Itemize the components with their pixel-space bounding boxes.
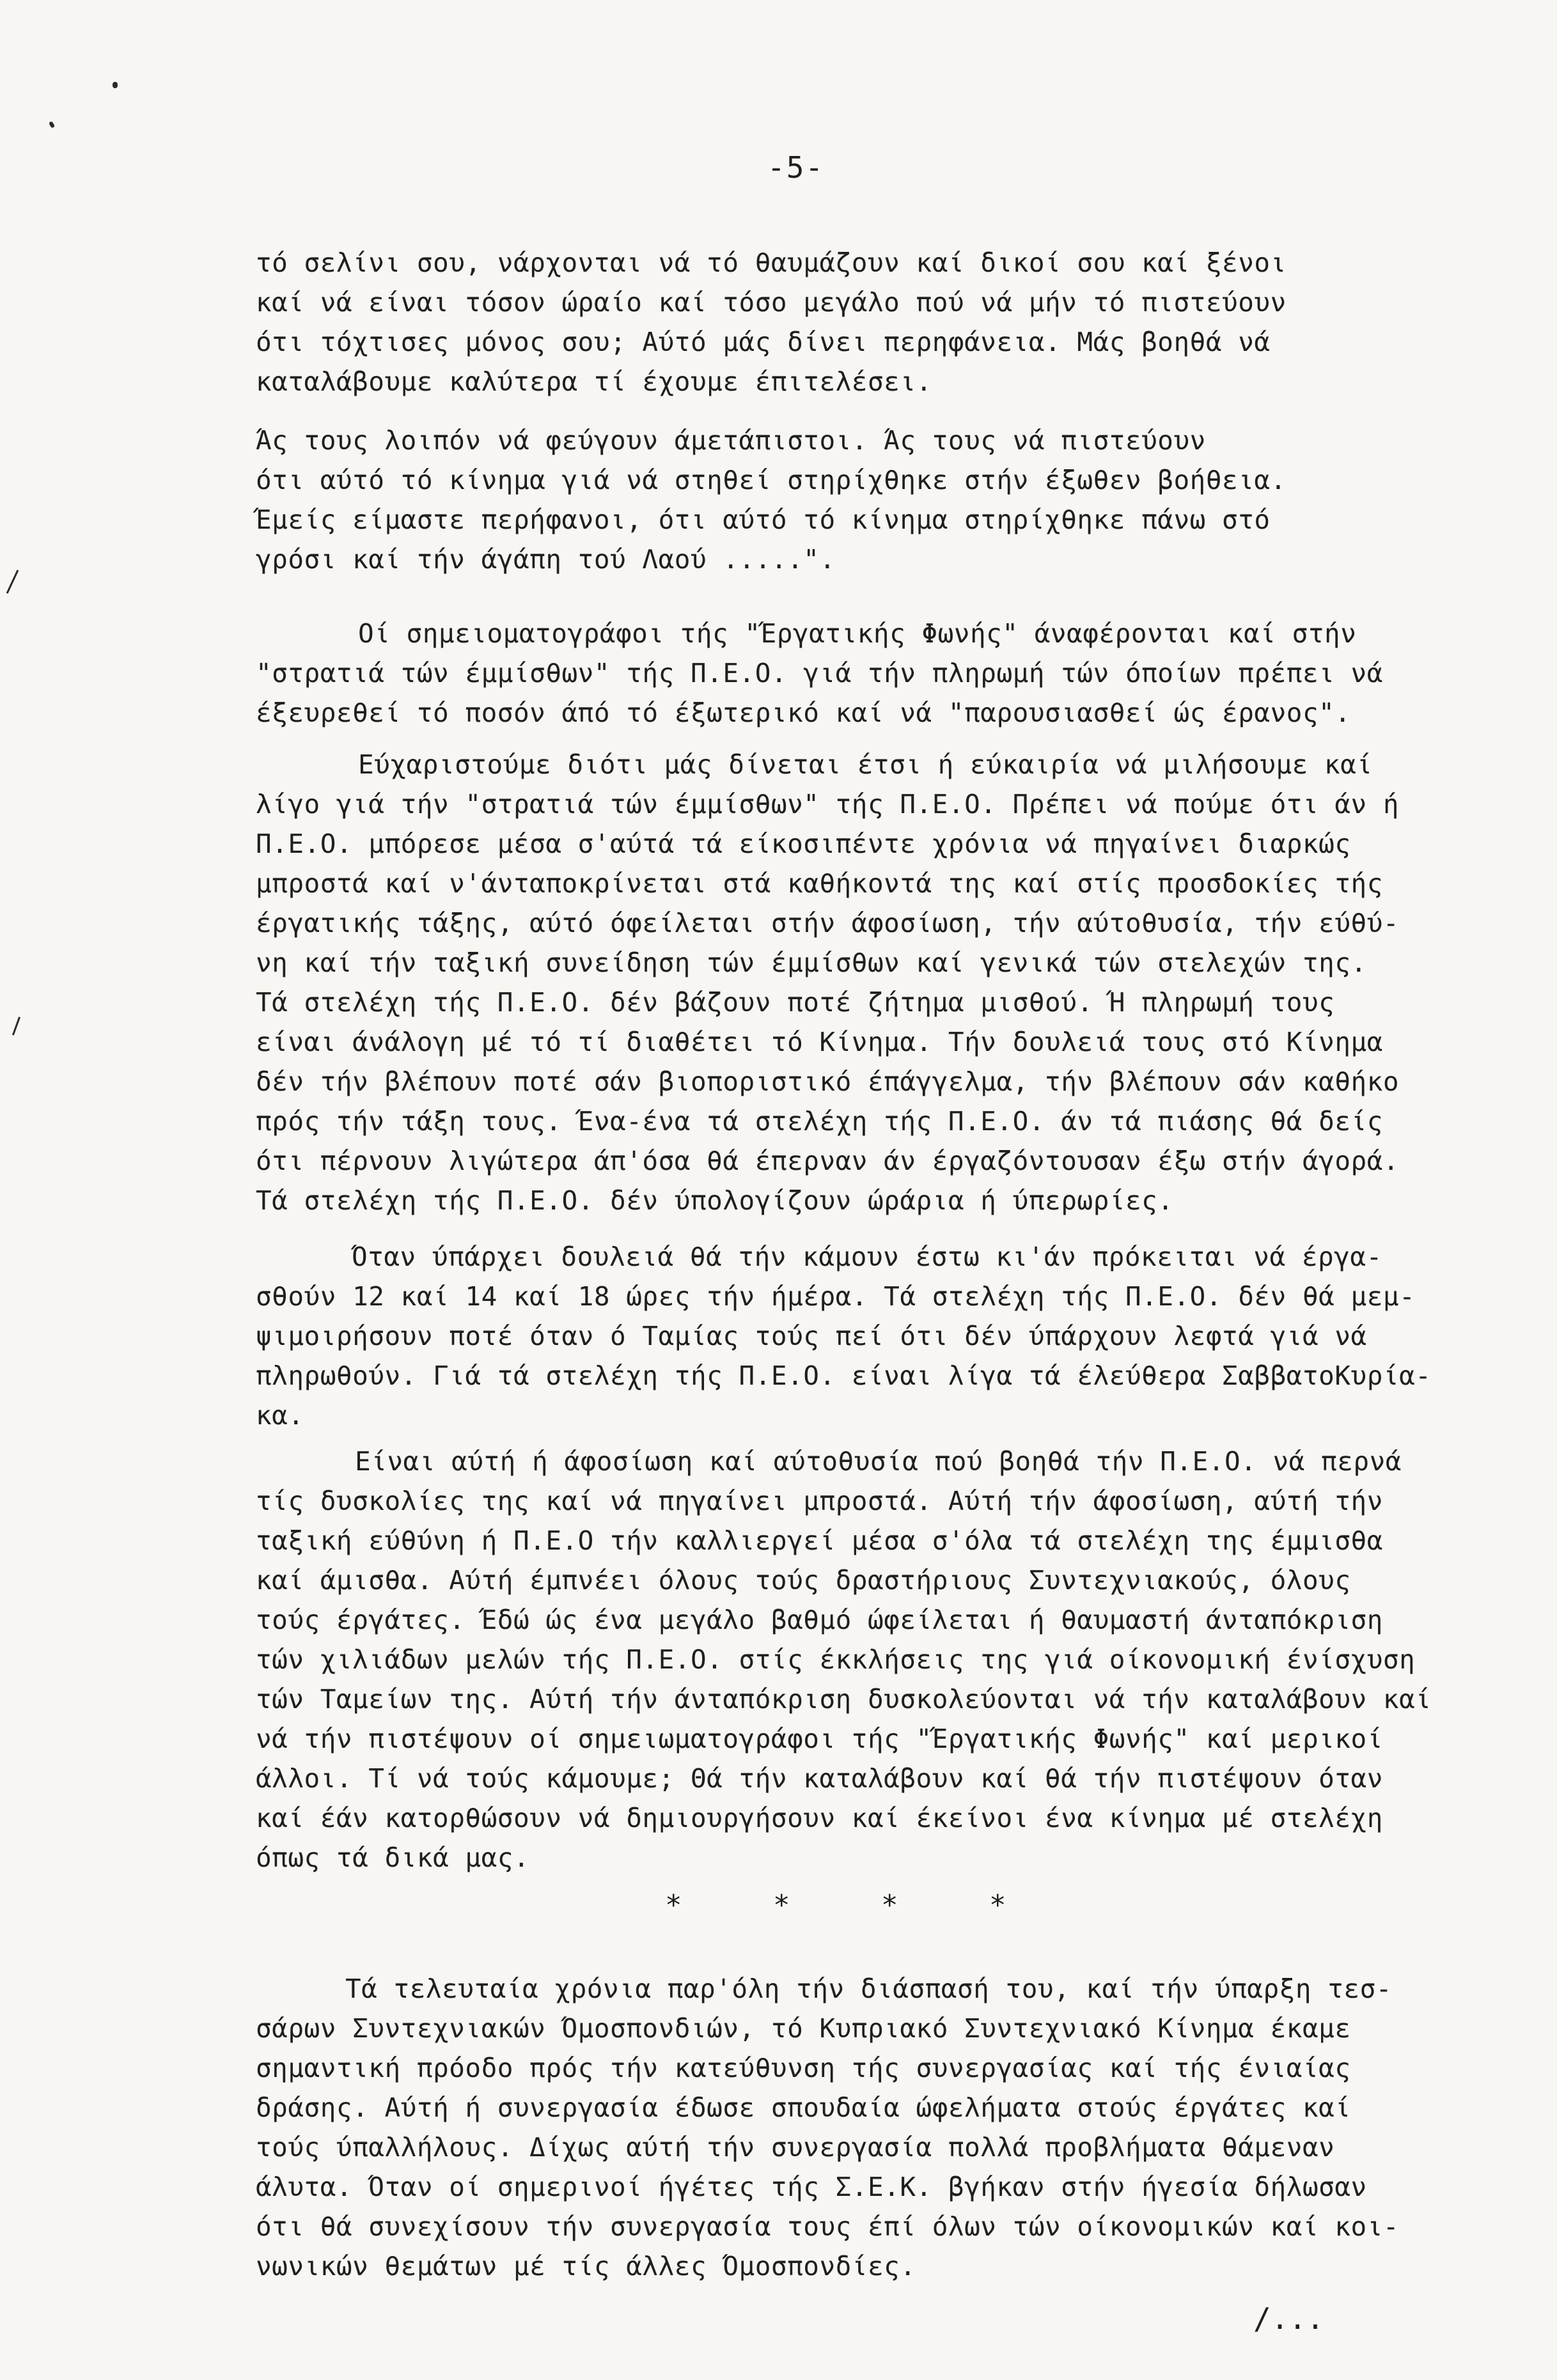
- text-line: ότι τόχτισες μόνος σου; Αύτό μάς δίνει περηφάνεια. Μάς βοηθά νά: [256, 327, 1271, 357]
- text-line: καί νά είναι τόσον ώραίο καί τόσο μεγάλο πού νά μήν τό πιστεύουν: [256, 287, 1287, 318]
- text-line: τών Ταμείων της. Αύτή τήν άνταπόκριση δυσκολεύονται νά τήν καταλάβουν καί: [256, 1684, 1432, 1715]
- text-line: "στρατιά τών έμμίσθων" τής Π.Ε.Ο. γιά τήν πληρωμή τών όποίων πρέπει νά: [256, 658, 1383, 688]
- text-line: καί έάν κατορθώσουν νά δημιουργήσουν καί έκείνοι ένα κίνημα μέ στελέχη: [256, 1803, 1383, 1833]
- text-line: Εύχαριστούμε διότι μάς δίνεται έτσι ή εύκαιρία νά μιλήσουμε καί: [358, 749, 1373, 780]
- ink-stroke: [12, 1016, 20, 1035]
- text-line: τούς έργάτες. Έδώ ώς ένα μεγάλο βαθμό ώφείλεται ή θαυμαστή άνταπόκριση: [256, 1605, 1383, 1635]
- paragraph-4: [256, 1237, 1464, 1435]
- section-separator: * * * *: [665, 1889, 1044, 1922]
- text-line: καί άμισθα. Αύτή έμπνέει όλους τούς δραστήριους Συντεχνιακούς, όλους: [256, 1565, 1351, 1596]
- text-line: Έμείς είμαστε περήφανοι, ότι αύτό τό κίνημα στηρίχθηκε πάνω στό: [256, 504, 1271, 535]
- text-line: κα.: [256, 1400, 304, 1431]
- text-line: τό σελίνι σου, νάρχονται νά τό θαυμάζουν καί δικοί σου καί ξένοι: [256, 247, 1287, 278]
- text-line: πρός τήν τάξη τους. Ένα-ένα τά στελέχη τής Π.Ε.Ο. άν τά πιάσης θά δείς: [256, 1106, 1383, 1137]
- text-line: ότι πέρνουν λιγώτερα άπ'όσα θά έπερναν άν έργαζόντουσαν έξω στήν άγορά.: [256, 1146, 1400, 1176]
- text-line: δράσης. Αύτή ή συνεργασία έδωσε σπουδαία ώφελήματα στούς έργάτες καί: [256, 2092, 1351, 2123]
- text-line: Είναι αύτή ή άφοσίωση καί αύτοθυσία πού βοηθά τήν Π.Ε.Ο. νά περνά: [355, 1446, 1402, 1477]
- text-line: έργατικής τάξης, αύτό όφείλεται στήν άφοσίωση, τήν αύτοθυσία, τήν εύθύ-: [256, 908, 1400, 938]
- text-line: νά τήν πιστέψουν οί σημειωματογράφοι τής "Έργατικής Φωνής" καί μερικοί: [256, 1723, 1383, 1754]
- text-line: δέν τήν βλέπουν ποτέ σάν βιοποριστικό έπάγγελμα, τήν βλέπουν σάν καθήκο: [256, 1066, 1400, 1097]
- text-line: όπως τά δικά μας.: [256, 1842, 530, 1873]
- ink-stroke: [6, 570, 19, 594]
- text-line: νη καί τήν ταξική συνείδηση τών έμμίσθων καί γενικά τών στελεχών της.: [256, 947, 1367, 978]
- text-line: σημαντική πρόοδο πρός τήν κατεύθυνση τής συνεργασίας καί τής ένιαίας: [256, 2053, 1351, 2083]
- text-line: άλυτα. Όταν οί σημερινοί ήγέτες τής Σ.Ε.Κ. βγήκαν στήν ήγεσία δήλωσαν: [256, 2172, 1367, 2202]
- text-line: Όταν ύπάρχει δουλειά θά τήν κάμουν έστω κι'άν πρόκειται νά έργα-: [352, 1241, 1382, 1272]
- text-line: είναι άνάλογη μέ τό τί διαθέτει τό Κίνημα. Τήν δουλειά τους στό Κίνημα: [256, 1027, 1383, 1057]
- text-line: λίγο γιά τήν "στρατιά τών έμμίσθων" τής Π.Ε.Ο. Πρέπει νά πούμε ότι άν ή: [256, 789, 1400, 820]
- text-line: Π.Ε.Ο. μπόρεσε μέσα σ'αύτά τά είκοσιπέντε χρόνια νά πηγαίνει διαρκώς: [256, 828, 1351, 859]
- text-line: Τά στελέχη τής Π.Ε.Ο. δέν βάζουν ποτέ ζήτημα μισθού. Ή πληρωμή τους: [256, 987, 1335, 1018]
- text-line: σθούν 12 καί 14 καί 18 ώρες τήν ήμέρα. Τά στελέχη τής Π.Ε.Ο. δέν θά μεμ-: [256, 1281, 1416, 1312]
- text-line: Άς τους λοιπόν νά φεύγουν άμετάπιστοι. Άς τους νά πιστεύουν: [256, 425, 1206, 456]
- paragraph-1: [256, 243, 1464, 579]
- text-line: τών χιλιάδων μελών τής Π.Ε.Ο. στίς έκκλήσεις της γιά οίκονομική ένίσχυση: [256, 1644, 1416, 1675]
- ink-speck: [113, 82, 118, 88]
- text-line: Τά τελευταία χρόνια παρ'όλη τήν διάσπασή του, καί τήν ύπαρξη τεσ-: [345, 1973, 1392, 2004]
- text-line: άλλοι. Τί νά τούς κάμουμε; Θά τήν καταλάβουν καί θά τήν πιστέψουν όταν: [256, 1763, 1383, 1794]
- page-number: -5-: [767, 150, 825, 185]
- continuation-mark: /...: [1253, 2301, 1324, 2336]
- paragraph-6: [256, 1969, 1464, 2286]
- text-line: Τά στελέχη τής Π.Ε.Ο. δέν ύπολογίζουν ώράρια ή ύπερωρίες.: [256, 1185, 1174, 1216]
- text-line: έξευρεθεί τό ποσόν άπό τό έξωτερικό καί νά "παρουσιασθεί ώς έρανος".: [256, 697, 1351, 728]
- text-line: γρόσι καί τήν άγάπη τού Λαού .....".: [256, 544, 836, 575]
- paragraph-3: [256, 745, 1464, 1220]
- text-line: Οί σημειοματογράφοι τής "Έργατικής Φωνής" άναφέρονται καί στήν: [358, 618, 1357, 649]
- text-line: πληρωθούν. Γιά τά στελέχη τής Π.Ε.Ο. είναι λίγα τά έλεύθερα ΣαββατοΚυρία-: [256, 1360, 1432, 1391]
- paragraph-5: [256, 1442, 1464, 1878]
- text-line: ότι θά συνεχίσουν τήν συνεργασία τους έπί όλων τών οίκονομικών καί κοι-: [256, 2211, 1400, 2242]
- text-line: νωνικών θεμάτων μέ τίς άλλες Όμοσπονδίες.: [256, 2251, 916, 2282]
- text-line: καταλάβουμε καλύτερα τί έχουμε έπιτελέσει.: [256, 366, 932, 397]
- text-line: τίς δυσκολίες της καί νά πηγαίνει μπροστά. Αύτή τήν άφοσίωση, αύτή τήν: [256, 1486, 1383, 1516]
- ink-speck: [49, 121, 55, 128]
- text-line: ότι αύτό τό κίνημα γιά νά στηθεί στηρίχθηκε στήν έξωθεν βοήθεια.: [256, 465, 1287, 495]
- text-line: ψιμοιρήσουν ποτέ όταν ό Ταμίας τούς πεί ότι δέν ύπάρχουν λεφτά γιά νά: [256, 1321, 1367, 1351]
- text-line: τούς ύπαλλήλους. Δίχως αύτή τήν συνεργασία πολλά προβλήματα θάμεναν: [256, 2132, 1335, 2163]
- text-line: μπροστά καί ν'άνταποκρίνεται στά καθήκοντά της καί στίς προσδοκίες τής: [256, 868, 1383, 899]
- paragraph-2: [256, 614, 1464, 733]
- text-line: ταξική εύθύνη ή Π.Ε.Ο τήν καλλιεργεί μέσα σ'όλα τά στελέχη της έμμισθα: [256, 1525, 1383, 1556]
- text-line: σάρων Συντεχνιακών Όμοσπονδιών, τό Κυπριακό Συντεχνιακό Κίνημα έκαμε: [256, 2013, 1351, 2044]
